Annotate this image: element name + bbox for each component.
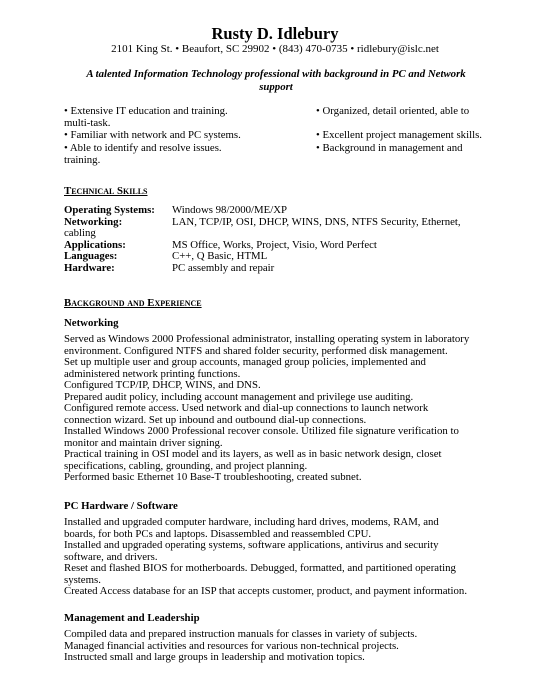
- skill-row: [64, 251, 484, 263]
- detail-line: Configured remote access. Used network and dial-up connections to launch network: [64, 402, 429, 414]
- management-details: [64, 629, 484, 664]
- skill-row: [64, 217, 484, 240]
- skill-label: Applications:: [64, 238, 126, 251]
- skill-value: LAN, TCP/IP, OSI, DHCP, WINS, DNS, NTFS Security, Ethernet,: [172, 215, 461, 228]
- experience-heading: Background and Experience: [64, 297, 202, 309]
- highlight-item-continued: multi-task.: [64, 117, 111, 130]
- detail-line: systems.: [64, 573, 101, 586]
- summary-line-2: support: [259, 81, 293, 93]
- detail-line: Practical training in OSI model and its layers, as well as in basic network design, closet: [64, 448, 442, 460]
- skill-value: Windows 98/2000/ME/XP: [172, 204, 288, 216]
- skill-label: Hardware:: [64, 261, 115, 274]
- networking-subheading: Networking: [64, 317, 119, 329]
- skill-value: MS Office, Works, Project, Visio, Word Perfect: [172, 238, 377, 251]
- highlight-item: • Excellent project management skills.: [316, 129, 482, 142]
- detail-line: Configured TCP/IP, DHCP, WINS, and DNS.: [64, 379, 261, 391]
- detail-line: software, and drivers.: [64, 550, 158, 563]
- detail-line: Compiled data and prepared instruction manuals for classes in variety of subjects.: [64, 628, 418, 640]
- contact-line: 2101 King St. • Beaufort, SC 29902 • (843) 470-0735 • ridlebury@islc.net: [111, 43, 439, 55]
- networking-details: [64, 334, 484, 484]
- detail-line: administered network printing functions.: [64, 367, 241, 380]
- skill-value-continued: cabling: [64, 227, 96, 239]
- technical-skills-list: [64, 205, 484, 274]
- management-subheading: Management and Leadership: [64, 612, 200, 624]
- highlight-item: • Background in management and: [316, 141, 463, 154]
- summary-line-1: A talented Information Technology professional with background in PC and Network: [86, 68, 466, 80]
- detail-line: Performed basic Ethernet 10 Base-T troubleshooting, created subnet.: [64, 471, 362, 483]
- detail-line: Prepared audit policy, including account management and privilege use auditing.: [64, 390, 414, 403]
- candidate-name: Rusty D. Idlebury: [211, 24, 339, 43]
- detail-line: Installed and upgraded operating systems, software applications, antivirus and security: [64, 539, 439, 551]
- pc-hardware-details: [64, 517, 484, 598]
- skill-value: PC assembly and repair: [172, 261, 275, 274]
- highlight-item: • Organized, detail oriented, able to: [316, 105, 470, 117]
- summary-statement: [64, 68, 488, 94]
- detail-line: Set up multiple user and group accounts, managed group policies, implemented and: [64, 356, 426, 368]
- skill-label: Languages:: [64, 250, 118, 262]
- highlight-item: • Extensive IT education and training.: [64, 105, 228, 117]
- skill-row: [64, 240, 484, 252]
- detail-line: monitor and maintain driver signing.: [64, 436, 223, 449]
- detail-line: Installed and upgraded computer hardware, including hard drives, modems, RAM, and: [64, 516, 439, 528]
- detail-line: Created Access database for an ISP that accepts customer, product, and payment information.: [64, 585, 468, 597]
- detail-line: Served as Windows 2000 Professional administrator, installing operating system in laboratory: [64, 333, 470, 345]
- highlights-right-column: [316, 105, 506, 154]
- highlights-left-column: [64, 105, 308, 166]
- detail-line: specifications, cabling, grounding, and project planning.: [64, 459, 308, 472]
- detail-line: Installed Windows 2000 Professional recover console. Utilized file signature verification to: [64, 425, 459, 437]
- skill-label: Operating Systems:: [64, 204, 155, 216]
- highlight-item: • Able to identify and resolve issues.: [64, 141, 222, 154]
- pc-hardware-subheading: PC Hardware / Software: [64, 500, 178, 512]
- detail-line: Managed financial activities and resources for various non-technical projects.: [64, 639, 399, 652]
- detail-line: boards, for both PCs and laptops. Disassembled and reassembled CPU.: [64, 527, 372, 540]
- highlight-item: • Familiar with network and PC systems.: [64, 129, 241, 142]
- detail-line: Reset and flashed BIOS for motherboards. Debugged, formatted, and partitioned operating: [64, 562, 456, 574]
- detail-line: connection wizard. Set up inbound and outbound dial-up connections.: [64, 413, 367, 426]
- skill-row: [64, 263, 484, 275]
- detail-line: Instructed small and large groups in leadership and motivation topics.: [64, 651, 365, 663]
- skill-value: C++, Q Basic, HTML: [172, 250, 268, 262]
- skill-label: Networking:: [64, 215, 123, 228]
- skill-row: [64, 205, 484, 217]
- detail-line: environment. Configured NTFS and shared folder security, performed disk management.: [64, 344, 448, 357]
- highlight-item-continued: training.: [64, 153, 101, 166]
- technical-skills-heading: Technical Skills: [64, 185, 148, 197]
